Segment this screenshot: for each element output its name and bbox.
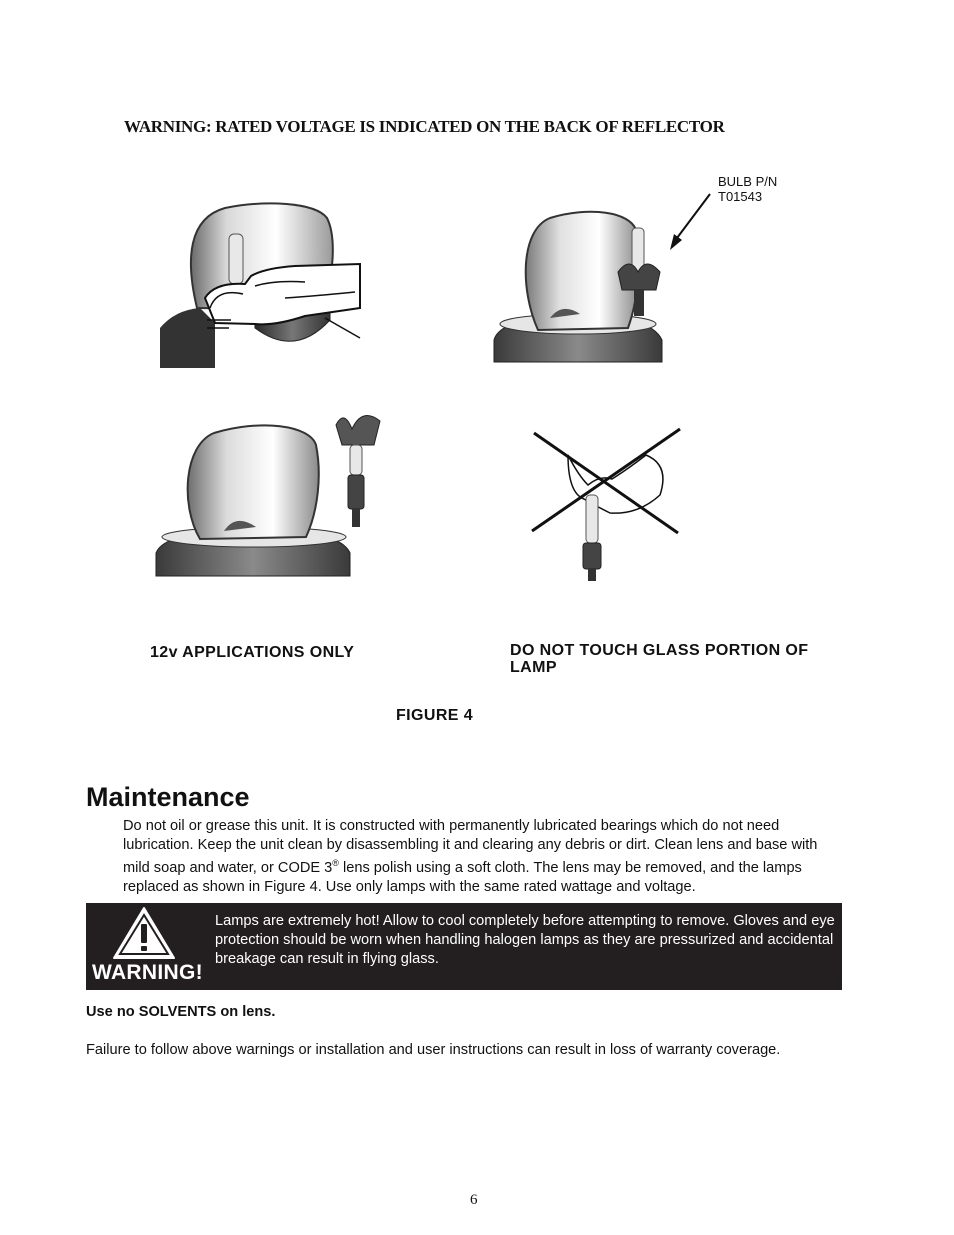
reflector-voltage-warning: WARNING: RATED VOLTAGE IS INDICATED ON THE BACK OF REFLECTOR bbox=[124, 117, 725, 136]
figure-label: FIGURE 4 bbox=[396, 707, 473, 724]
figure-do-not-touch-glass bbox=[528, 425, 688, 585]
page-number: 6 bbox=[470, 1192, 478, 1208]
bulb-pn-line1: BULB P/N bbox=[718, 174, 778, 189]
figure-hand-removing-lamp bbox=[155, 198, 365, 370]
registered-mark: ® bbox=[332, 858, 339, 869]
warning-triangle-icon bbox=[112, 906, 176, 960]
solvents-notice: Use no SOLVENTS on lens. bbox=[86, 1004, 276, 1020]
warranty-notice: Failure to follow above warnings or installation and user instructions can result in loss of warranty coverage. bbox=[86, 1042, 781, 1058]
warning-text: Lamps are extremely hot! Allow to cool completely before attempting to remove. Gloves and eye protection should be worn when handling halogen lamps as they are pressurized and accidental breakage can result in flying glass. bbox=[215, 913, 835, 967]
caption-do-not-touch: DO NOT TOUCH GLASS PORTION OF LAMP bbox=[510, 642, 809, 676]
paragraph-part2: lens polish using a soft cloth. The lens may be removed, and the lamps replaced as shown in Figure 4. Use only lamps with the same rated wattage and voltage. bbox=[123, 860, 802, 895]
warning-box bbox=[86, 903, 842, 990]
paragraph-part1: Do not oil or grease this unit. It is constructed with permanently lubricated bearings which do not need lubrication. Keep the unit clean by disassembling it and clearing any debris or dirt. Clean lens and base with mild soap and water, or CODE 3 bbox=[123, 818, 818, 877]
caption-12v-only: 12v APPLICATIONS ONLY bbox=[150, 644, 355, 661]
figure-lamp-bulb-callout bbox=[490, 190, 790, 365]
figure-lamp-removed bbox=[150, 405, 390, 580]
warning-label: WARNING! bbox=[92, 961, 203, 984]
maintenance-heading: Maintenance bbox=[86, 782, 250, 812]
maintenance-paragraph bbox=[123, 817, 835, 896]
bulb-pn-line2: T01543 bbox=[718, 189, 763, 204]
